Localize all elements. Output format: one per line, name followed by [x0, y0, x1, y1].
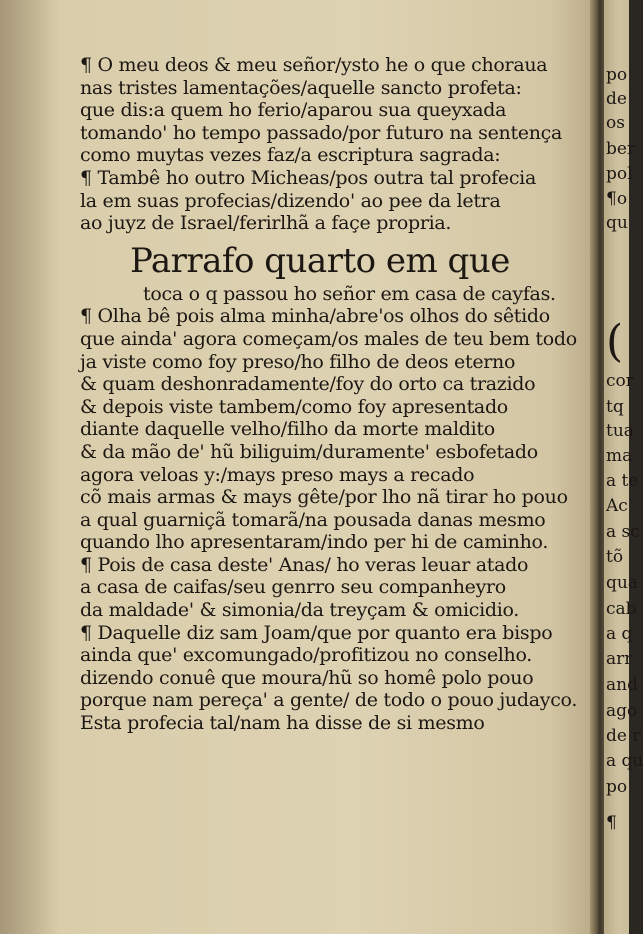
book-gutter	[590, 0, 604, 934]
facing-page-edge	[604, 0, 643, 934]
facing-page-fragment: os	[606, 113, 625, 133]
text-line: cõ mais armas & mays gête/por lho nã tirar ho pouo	[80, 486, 568, 509]
text-line: & quam deshonradamente/foy do orto ca trazido	[80, 373, 536, 396]
text-line: porque nam pereça' a gente/ de todo o pouo judayco.	[80, 689, 578, 712]
page-inner-shadow	[0, 0, 60, 934]
facing-page-fragment: a qu	[606, 751, 643, 771]
text-line: & depois viste tambem/como foy apresentado	[80, 395, 508, 418]
facing-page-fragment: a te	[606, 471, 639, 491]
text-line: que dis:a quem ho ferio/aparou sua queyxada	[80, 99, 507, 122]
facing-page-fragment: ma	[606, 446, 633, 466]
facing-page-fragment: qua	[606, 573, 638, 593]
text-line: da maldade' & simonia/da treyçam & omicidio.	[80, 599, 520, 622]
facing-page-fragment: ¶o	[606, 189, 628, 209]
facing-page-fragment: a sc	[606, 522, 640, 542]
text-line: a qual guarniçã tomarã/na pousada danas mesmo	[80, 508, 546, 531]
facing-page-fragment: tq	[606, 397, 624, 417]
facing-page-fragment: de	[606, 89, 627, 109]
text-line: como muytas vezes faz/a escriptura sagrada:	[80, 144, 501, 167]
facing-page-fragment: po	[606, 65, 628, 85]
facing-page-fragment: cab	[606, 599, 637, 619]
facing-page-fragment: Ac	[606, 496, 628, 516]
facing-page-fragment: and	[606, 675, 638, 695]
facing-page-fragment: tõ	[606, 547, 624, 567]
facing-page-fragment: qu	[606, 213, 628, 233]
text-line: ¶ Daquelle diz sam Joam/que por quanto era bispo	[80, 621, 553, 644]
text-line: diante daquelle velho/filho da morte maldito	[80, 418, 495, 441]
text-line: Esta profecia tal/nam ha disse de si mesmo	[80, 712, 485, 735]
facing-page-fragment: tua	[606, 421, 634, 441]
text-line: ainda que' excomungado/profitizou no conselho.	[80, 644, 533, 667]
page-body	[80, 54, 590, 735]
text-line: ¶ O meu deos & meu señor/ysto he o que choraua	[80, 54, 548, 76]
text-line: que ainda' agora começam/os males de teu bem todo	[80, 327, 577, 350]
facing-page-fragment: pol	[606, 164, 633, 184]
text-line: ja viste como foy preso/ho filho de deos eterno	[80, 350, 516, 373]
facing-page-fragment: ¶	[606, 813, 617, 833]
text-line: ¶ Olha bê pois alma minha/abre'os olhos do sêtido	[80, 305, 550, 328]
text-line: tomando' ho tempo passado/por futuro na sentença	[80, 121, 563, 144]
text-line: ao juyz de Israel/ferirlhã a façe propria.	[80, 212, 452, 235]
text-line: dizendo conuê que moura/hũ so homê polo pouo	[80, 666, 534, 689]
facing-page-fragment: cor	[606, 371, 634, 391]
text-line: a casa de caifas/seu genrro seu companheyro	[80, 576, 506, 599]
section-heading: Parrafo quarto em que	[130, 240, 510, 281]
facing-page-fragment: de r	[606, 726, 641, 746]
section-subheading: toca o q passou ho señor em casa de cayfas.	[143, 282, 556, 305]
facing-page-fragment: a q	[606, 624, 633, 644]
text-line: la em suas profecias/dizendo' ao pee da letra	[80, 189, 501, 212]
facing-page-fragment: arr	[606, 649, 633, 669]
text-line: nas tristes lamentações/aquelle sancto profeta:	[80, 76, 522, 99]
text-line: quando lho apresentaram/indo per hi de caminho.	[80, 531, 549, 554]
facing-page-fragment: ago	[606, 701, 638, 721]
text-line: & da mão de' hũ biliguim/duramente' esbofetado	[80, 440, 538, 463]
text-line: ¶ Tambê ho outro Micheas/pos outra tal profecia	[80, 166, 536, 189]
facing-page-fragment: (	[606, 316, 624, 367]
text-line: ¶ Pois de casa deste' Anas/ ho veras leuar atado	[80, 553, 529, 576]
text-line: agora veloas y:/mays preso mays a recado	[80, 463, 475, 486]
facing-page-fragment: ber	[606, 139, 636, 159]
facing-page-fragment: po	[606, 777, 628, 797]
